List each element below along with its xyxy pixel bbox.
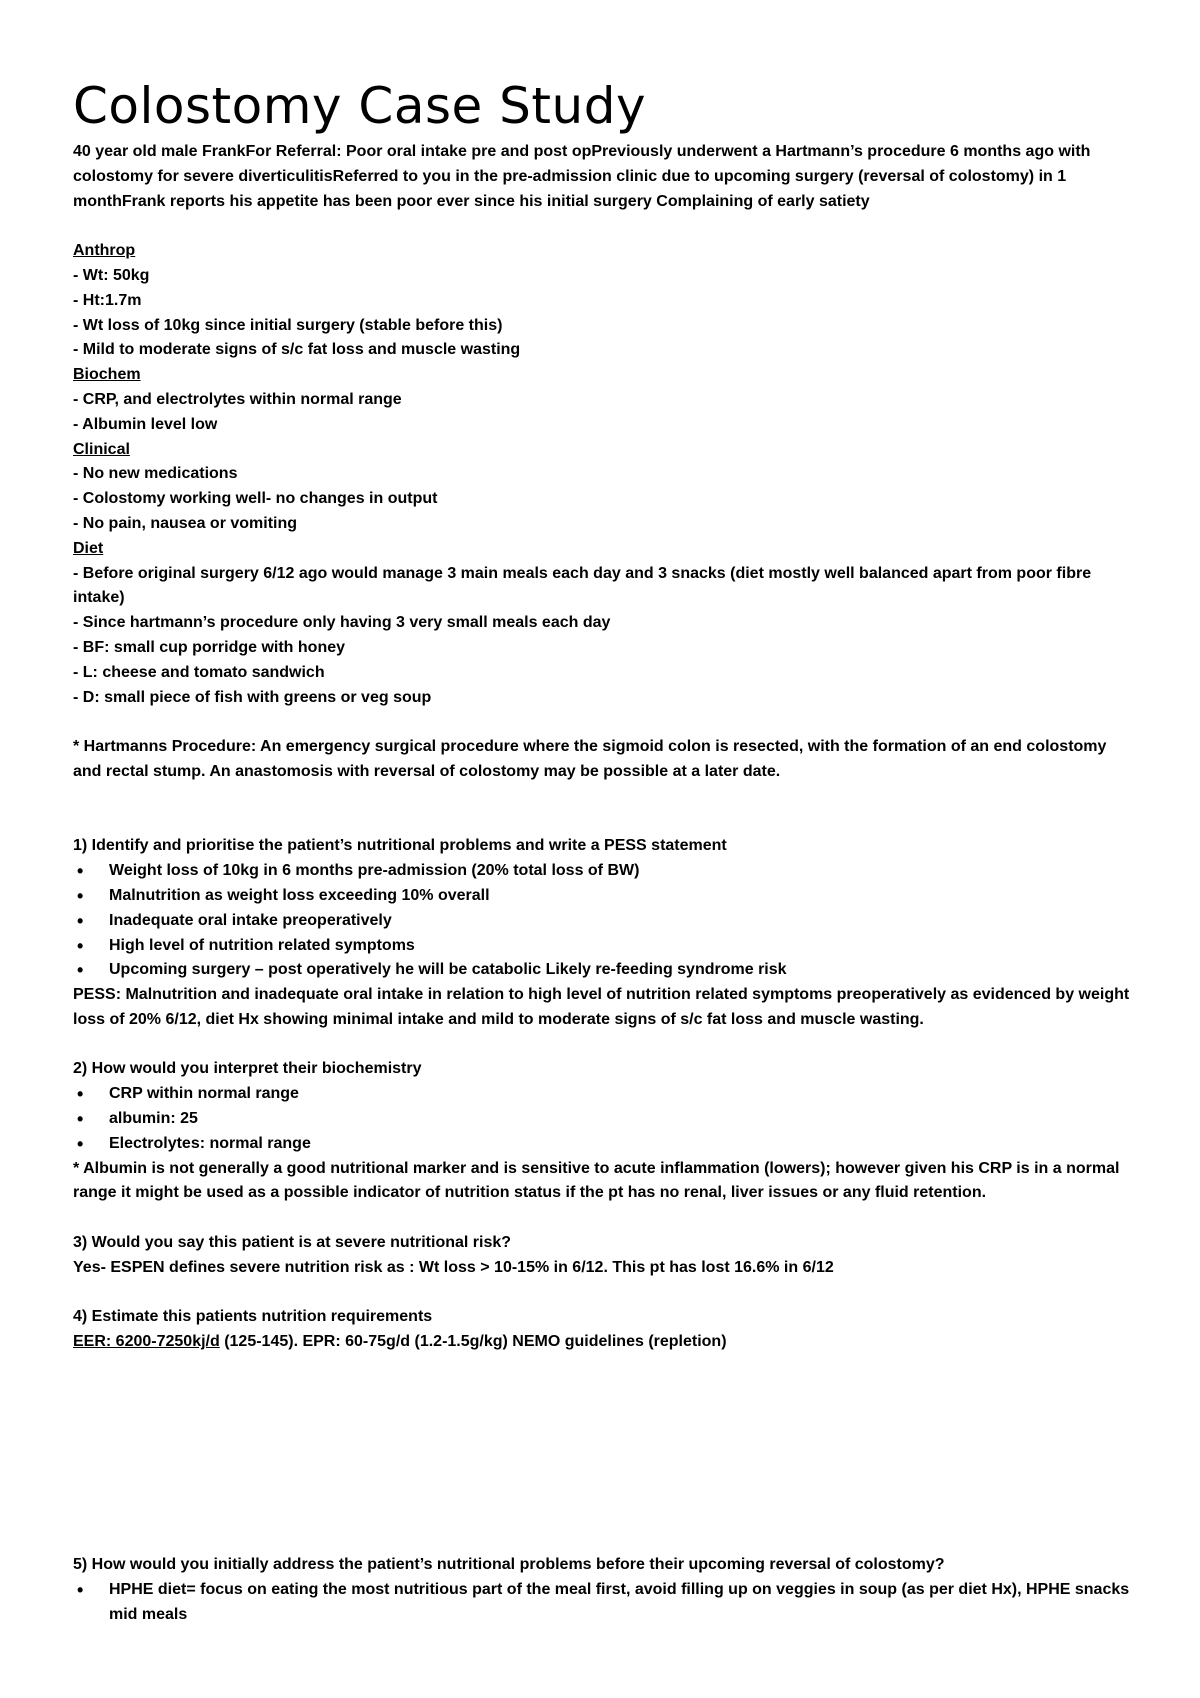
clinical-item: - No new medications [73,465,238,483]
clinical-item: - No pain, nausea or vomiting [73,514,298,532]
bullet-item: • HPHE diet= focus on eating the most nutritious part of the meal first, avoid filling up on veggies in soup (as per diet Hx), HPHE snacks mid meals [73,1578,1133,1628]
pess-statement: PESS: Malnutrition and inadequate oral intake in relation to high level of nutrition related symptoms preoperatively as evidenced by weight loss of 20% 6/12, diet Hx showing minimal intake and mild to moderate signs of s/c fat loss and muscle wasting. [73,986,1130,1028]
diet-section [73,537,1133,711]
diet-item: - L: cheese and tomato sandwich [73,663,325,681]
bullet-item: • CRP within normal range [73,1082,1133,1107]
bullet-item: • Weight loss of 10kg in 6 months pre-admission (20% total loss of BW) [73,859,1133,884]
diet-heading: Diet [73,539,104,557]
diet-item: - BF: small cup porridge with honey [73,638,346,656]
bullet-item: • High level of nutrition related symptoms [73,934,1133,959]
page-title: Colostomy Case Study [73,77,647,135]
question-2-text: 2) How would you interpret their biochemistry [73,1060,422,1078]
bullet-item: • Inadequate oral intake preoperatively [73,909,1133,934]
albumin-note: * Albumin is not generally a good nutritional marker and is sensitive to acute inflammation (lowers); however given his CRP is in a normal range it might be used as a possible indicator of nutrition status if the pt has no renal, liver issues or any fluid retention. [73,1159,1120,1202]
question-4 [73,1305,1133,1355]
referral-intro: 40 year old male FrankFor Referral: Poor oral intake pre and post opPreviously underwent a Hartmann’s procedure 6 months ago with colostomy for severe diverticulitisReferred to you in the pre-admission clinic due to upcoming surgery (reversal of colostomy) in 1 monthFrank reports his appetite has been poor ever since his initial surgery Complaining of early satiety [73,143,1091,210]
anthrop-heading: Anthrop [73,242,136,260]
anthrop-section [73,239,1133,363]
question-3-answer: Yes- ESPEN defines severe nutrition risk as : Wt loss > 10-15% in 6/12. This pt has lost 16.6% in 6/12 [73,1258,834,1276]
hartmann-note: * Hartmanns Procedure: An emergency surgical procedure where the sigmoid colon is resected, with the formation of an end colostomy and rectal stump. An anastomosis with reversal of colostomy may be possible at a later date. [73,738,1107,780]
question-2 [73,1057,1133,1206]
question-3 [73,1231,1133,1281]
anthrop-item: - Mild to moderate signs of s/c fat loss and muscle wasting [73,341,521,359]
bullet-item: • Malnutrition as weight loss exceeding 10% overall [73,884,1133,909]
question-5-text: 5) How would you initially address the patient’s nutritional problems before their upcoming reversal of colostomy? [73,1556,945,1574]
bullet-item: • Electrolytes: normal range [73,1132,1133,1157]
biochem-section [73,363,1133,437]
clinical-heading: Clinical [73,440,130,458]
question-1 [73,834,1133,1032]
biochem-heading: Biochem [73,366,141,384]
question-3-text: 3) Would you say this patient is at severe nutritional risk? [73,1234,512,1252]
anthrop-item: - Ht:1.7m [73,291,142,309]
bullet-item: • Upcoming surgery – post operatively he will be catabolic Likely re-feeding syndrome risk [73,958,1133,983]
bullet-item: • albumin: 25 [73,1107,1133,1132]
question-4-text: 4) Estimate this patients nutrition requirements [73,1308,433,1326]
question-1-text: 1) Identify and prioritise the patient’s nutritional problems and write a PESS statement [73,837,727,855]
document-page [73,74,1133,1627]
clinical-item: - Colostomy working well- no changes in output [73,490,438,508]
biochem-item: - CRP, and electrolytes within normal range [73,390,402,408]
diet-item: - Before original surgery 6/12 ago would manage 3 main meals each day and 3 snacks (diet mostly well balanced apart from poor fibre intake) [73,564,1092,607]
eer-value: EER: 6200-7250kj/d [73,1333,220,1351]
epr-value: (125-145). EPR: 60-75g/d (1.2-1.5g/kg) NEMO guidelines (repletion) [219,1333,727,1351]
clinical-section [73,438,1133,537]
question-4-answer [73,1330,1133,1355]
anthrop-item: - Wt loss of 10kg since initial surgery (stable before this) [73,316,503,334]
diet-item: - Since hartmann’s procedure only having 3 very small meals each day [73,614,611,632]
diet-item: - D: small piece of fish with greens or veg soup [73,688,432,706]
biochem-item: - Albumin level low [73,415,218,433]
anthrop-item: - Wt: 50kg [73,266,150,284]
question-5 [73,1553,1133,1627]
